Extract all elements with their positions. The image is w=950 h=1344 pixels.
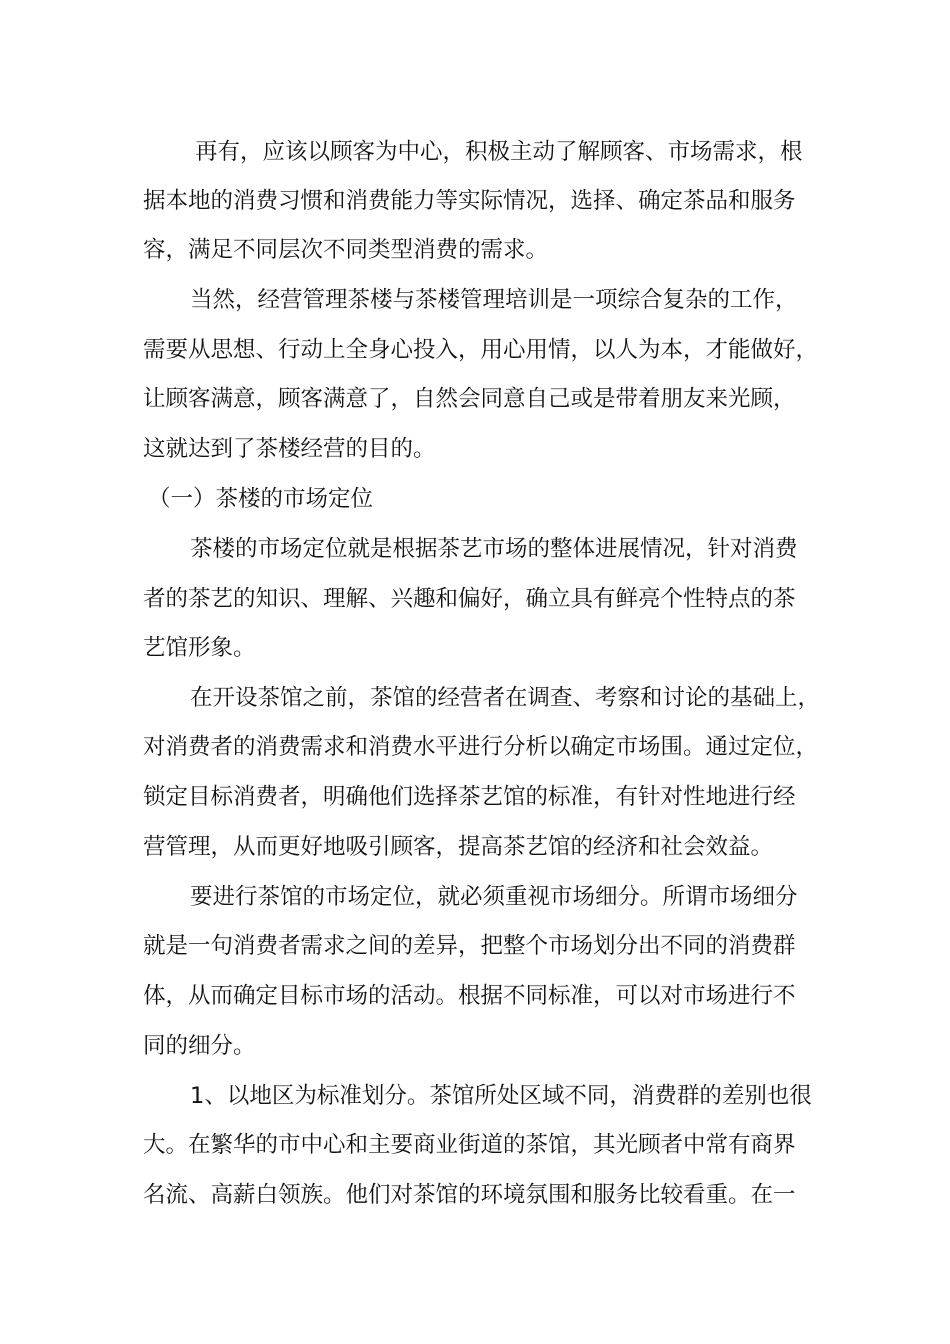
text-line: 当然，经营管理茶楼与茶楼管理培训是一项综合复杂的工作， xyxy=(190,287,798,313)
text-line: 容，满足不同层次不同类型消费的需求。 xyxy=(143,237,549,263)
text-line: 这就达到了茶楼经营的目的。 xyxy=(143,436,436,462)
text-line: 需要从思想、行动上全身心投入，用心用情，以人为本，才能做好， xyxy=(143,337,819,363)
text-line: 体，从而确定目标市场的活动。根据不同标准，可以对市场进行不 xyxy=(143,983,796,1009)
text-line: 营管理，从而更好地吸引顾客，提高茶艺馆的经济和社会效益。 xyxy=(143,834,774,860)
text-line: 据本地的消费习惯和消费能力等实际情况，选择、确定茶品和服务 xyxy=(143,188,796,214)
text-line: 对消费者的消费需求和消费水平进行分析以确定市场围。通过定位， xyxy=(143,734,819,760)
text-line: 就是一句消费者需求之间的差异，把整个市场划分出不同的消费群 xyxy=(143,933,796,959)
text-line: 1、以地区为标准划分。茶馆所处区域不同，消费群的差别也很 xyxy=(190,1083,812,1109)
text-line: 者的茶艺的知识、理解、兴趣和偏好，确立具有鲜亮个性特点的茶 xyxy=(143,586,796,612)
text-line: 让顾客满意，顾客满意了，自然会同意自己或是带着朋友来光顾， xyxy=(143,386,796,412)
text-line: 茶楼的市场定位就是根据茶艺市场的整体进展情况，针对消费 xyxy=(190,536,798,562)
text-line: 要进行茶馆的市场定位，就必须重视市场细分。所谓市场细分 xyxy=(190,884,798,910)
text-line: 再有，应该以顾客为中心，积极主动了解顾客、市场需求，根 xyxy=(195,139,803,165)
text-line: 名流、高薪白领族。他们对茶馆的环境氛围和服务比较看重。在一 xyxy=(143,1182,796,1208)
text-line: 在开设茶馆之前，茶馆的经营者在调查、考察和讨论的基础上， xyxy=(190,685,821,711)
text-line: 大。在繁华的市中心和主要商业街道的茶馆，其光顾者中常有商界 xyxy=(143,1132,796,1158)
text-line: 艺馆形象。 xyxy=(143,635,256,661)
text-line: 同的细分。 xyxy=(143,1033,256,1059)
section-heading: （一）茶楼的市场定位 xyxy=(148,486,374,512)
text-line: 锁定目标消费者，明确他们选择茶艺馆的标准，有针对性地进行经 xyxy=(143,784,796,810)
